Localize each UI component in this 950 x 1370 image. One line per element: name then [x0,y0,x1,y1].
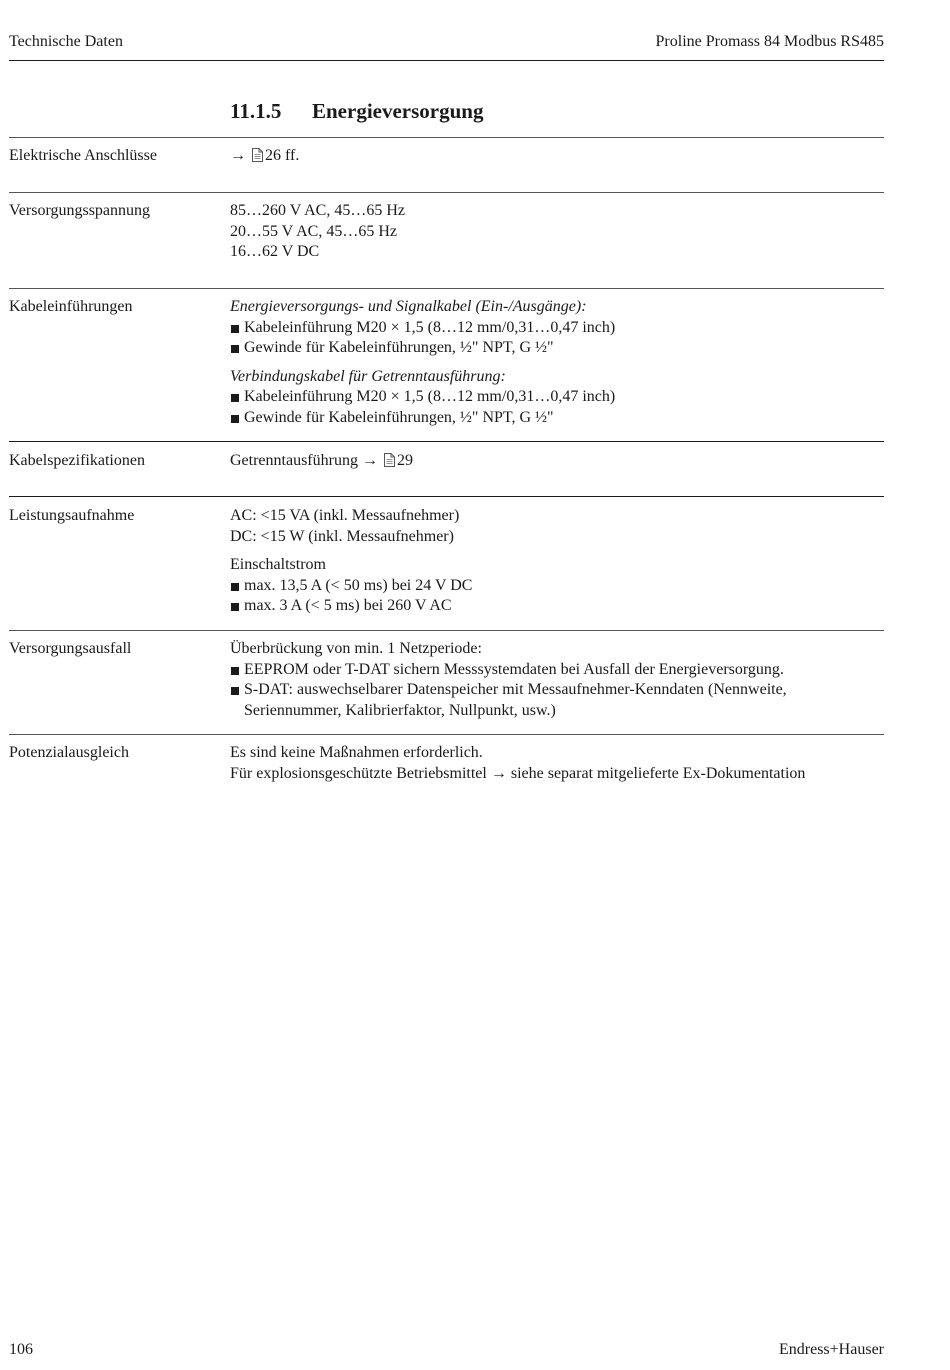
voltage-line: 20…55 V AC, 45…65 Hz [230,222,397,240]
page-reference-link[interactable]: 29 [396,452,413,469]
row-label-versorgungsspannung: Versorgungsspannung [9,202,151,219]
voltage-line: 16…62 V DC [230,243,320,261]
page-number: 106 [9,1341,33,1358]
header-document-title: Proline Promass 84 Modbus RS485 [655,33,884,50]
list-item: Gewinde für Kabeleinführungen, ½" NPT, G ½" [230,408,870,429]
row-label-kabelspezifikationen: Kabelspezifikationen [9,452,145,469]
page-reference-link[interactable]: 26 ff. [265,147,300,164]
row-divider [9,288,884,289]
list-item: EEPROM oder T-DAT sichern Messsystemdaten bei Ausfall der Energieversorgung. [230,660,870,681]
row-divider [9,630,884,631]
list-item: max. 13,5 A (< 50 ms) bei 24 V DC [230,576,870,597]
cable-spec-text: Getrenntausführung [230,452,358,469]
subheading: Verbindungskabel für Getrenntausführung: [230,367,506,385]
row-divider [9,137,884,138]
row-divider [9,441,884,442]
header-divider [9,60,884,61]
row-label-leistungsaufnahme: Leistungsaufnahme [9,507,135,524]
page-reference-icon [252,148,263,169]
list-item: Kabeleinführung M20 × 1,5 (8…12 mm/0,31…0,47 inch) [230,318,870,339]
row-content-versorgungsausfall [230,639,870,721]
row-content-leistungsaufnahme [230,506,870,617]
list-item: S-DAT: auswechselbarer Datenspeicher mit Messaufnehmer-Kenndaten (Nennweite, Seriennummer, Kalibrierfaktor, Nullpunkt, usw.) [230,680,844,721]
row-content-kabeleinfuehrungen [230,297,870,429]
row-divider [9,734,884,735]
subheading: Energieversorgungs- und Signalkabel (Ein-/Ausgänge): [230,298,587,315]
row-label-versorgungsausfall: Versorgungsausfall [9,640,132,657]
page-reference-icon [384,453,395,474]
header-section-name: Technische Daten [9,33,123,50]
row-content-elektrische-anschluesse [230,146,870,169]
row-divider [9,496,884,497]
intro-text: Überbrückung von min. 1 Netzperiode: [230,640,482,657]
section-heading [230,98,483,124]
list-item: Gewinde für Kabeleinführungen, ½" NPT, G ½" [230,338,870,359]
section-title: Energieversorgung [312,99,484,123]
list-item: max. 3 A (< 5 ms) bei 260 V AC [230,596,870,617]
row-label-potenzialausgleich: Potenzialausgleich [9,744,129,761]
arrow-icon: → [361,452,378,469]
row-content-potenzialausgleich [230,743,870,784]
list-item: Kabeleinführung M20 × 1,5 (8…12 mm/0,31…0,47 inch) [230,387,870,408]
arrow-icon: → [230,147,246,164]
row-content-versorgungsspannung [230,201,870,263]
subheading: Einschaltstrom [230,556,326,574]
power-line: AC: <15 VA (inkl. Messaufnehmer) [230,507,460,524]
equalization-line: Es sind keine Maßnahmen erforderlich. [230,744,483,761]
power-line: DC: <15 W (inkl. Messaufnehmer) [230,527,454,545]
row-label-elektrische-anschluesse: Elektrische Anschlüsse [9,147,157,164]
voltage-line: 85…260 V AC, 45…65 Hz [230,202,405,219]
row-label-kabeleinfuehrungen: Kabeleinführungen [9,298,133,315]
footer-brand: Endress+Hauser [779,1341,884,1358]
section-number: 11.1.5 [230,99,282,123]
equalization-line: Für explosionsgeschützte Betriebsmittel → siehe separat mitgelieferte Ex-Dokumentation [230,764,806,782]
row-content-kabelspezifikationen [230,451,870,474]
row-divider [9,192,884,193]
